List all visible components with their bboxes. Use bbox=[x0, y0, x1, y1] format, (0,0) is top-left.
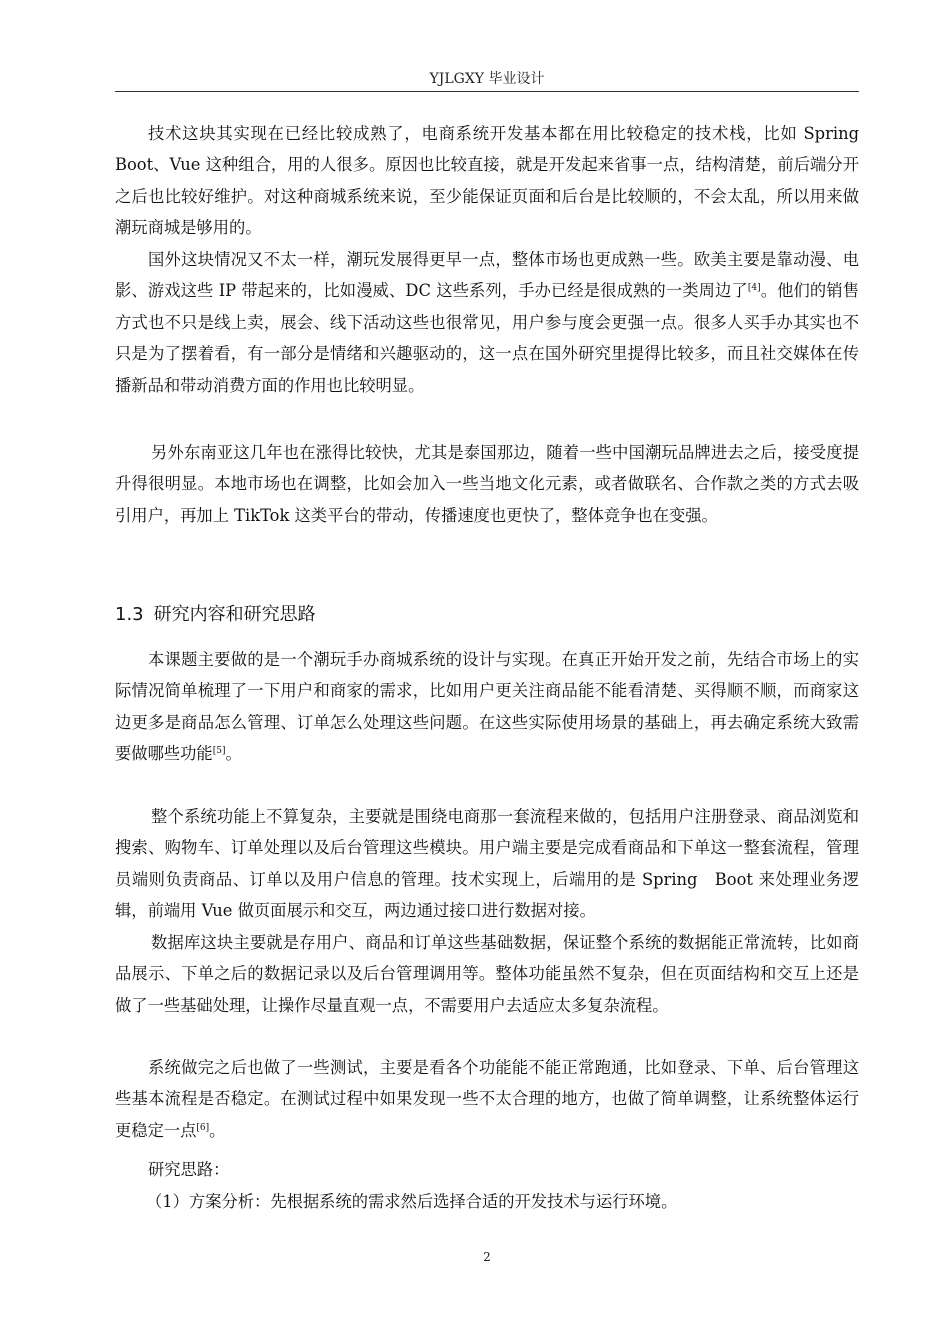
paragraph-database: 数据库这块主要就是存用户、商品和订单这些基础数据，保证整个系统的数据能正常流转，比如商品展示、下单之后的数据记录以及后台管理调用等。整体功能虽然不复杂，但在页面结构和交互上还是做了一些基础处理，让操作尽量直观一点，不需要用户去适应太多复杂流程。 bbox=[115, 933, 859, 1015]
header-divider bbox=[115, 91, 859, 92]
paragraph-text: 。 bbox=[225, 744, 242, 764]
paragraph-text: 系统做完之后也做了一些测试，主要是看各个功能能不能正常跑通，比如登录、下单、后台管理这些基本流程是否稳定。在测试过程中如果发现一些不太合理的地方，也做了简单调整，让系统整体运行更稳定一点 bbox=[115, 1058, 859, 1140]
paragraph-southeast-asia: 另外东南亚这几年也在涨得比较快，尤其是泰国那边，随着一些中国潮玩品牌进去之后，接受度提升得很明显。本地市场也在调整，比如会加入一些当地文化元素，或者做联名、合作款之类的方式去吸引用户，再加上 TikTok 这类平台的带动，传播速度也更快了，整体竞争也在变强。 bbox=[115, 443, 859, 525]
citation-ref: [6] bbox=[196, 1122, 210, 1133]
paragraph-text: 。 bbox=[209, 1120, 226, 1140]
paragraph-overseas-market bbox=[115, 244, 859, 401]
paragraph-text: 本课题主要做的是一个潮玩手办商城系统的设计与实现。在真正开始开发之前，先结合市场上的实际情况简单梳理了一下用户和商家的需求，比如用户更关注商品能不能看清楚、买得顺不顺，而商家这边更多是商品怎么管理、订单怎么处理这些问题。在这些实际使用场景的基础上，再去确定系统大致需要做哪些功能 bbox=[115, 650, 859, 764]
section-title: 研究内容和研究思路 bbox=[153, 604, 316, 625]
page-header: YJLGXY 毕业设计 bbox=[429, 71, 545, 87]
section-heading bbox=[115, 602, 316, 628]
research-step-1: （1）方案分析：先根据系统的需求然后选择合适的开发技术与运行环境。 bbox=[146, 1192, 678, 1211]
section-number: 1.3 bbox=[115, 604, 144, 625]
paragraph-testing bbox=[115, 1052, 859, 1146]
paragraph-text: 。他们的销售方式也不只是线上卖，展会、线下活动这些也很常见，用户参与度会更强一点。很多人买手办其实也不只是为了摆着看，有一部分是情绪和兴趣驱动的，这一点在国外研究里提得比较多，而且社交媒体在传播新品和带动消费方面的作用也比较明显。 bbox=[115, 281, 859, 395]
paragraph-text: 国外这块情况又不太一样，潮玩发展得更早一点，整体市场也更成熟一些。欧美主要是靠动漫、电影、游戏这些 IP 带起来的，比如漫威、DC 这些系列，手办已经是很成熟的一类周边了 bbox=[115, 250, 859, 301]
paragraph-system-functions: 整个系统功能上不算复杂，主要就是围绕电商那一套流程来做的，包括用户注册登录、商品浏览和搜索、购物车、订单处理以及后台管理这些模块。用户端主要是完成看商品和下单这一整套流程，管理员端则负责商品、订单以及用户信息的管理。技术实现上，后端用的是 Spring Boot 来处理业务逻辑，前端用 Vue 做页面展示和交互，两边通过接口进行数据对接。 bbox=[115, 807, 859, 921]
paragraph-research-content bbox=[115, 644, 859, 770]
page-number: 2 bbox=[483, 1250, 491, 1264]
paragraph-tech-stack: 技术这块其实现在已经比较成熟了，电商系统开发基本都在用比较稳定的技术栈，比如 Spring Boot、Vue 这种组合，用的人很多。原因也比较直接，就是开发起来省事一点，结构清楚，前后端分开之后也比较好维护。对这种商城系统来说，至少能保证页面和后台是比较顺的，不会太乱，所以用来做潮玩商城是够用的。 bbox=[115, 124, 876, 238]
citation-ref: [5] bbox=[212, 746, 226, 757]
citation-ref: [4] bbox=[747, 283, 761, 294]
research-approach-label: 研究思路： bbox=[148, 1160, 230, 1179]
